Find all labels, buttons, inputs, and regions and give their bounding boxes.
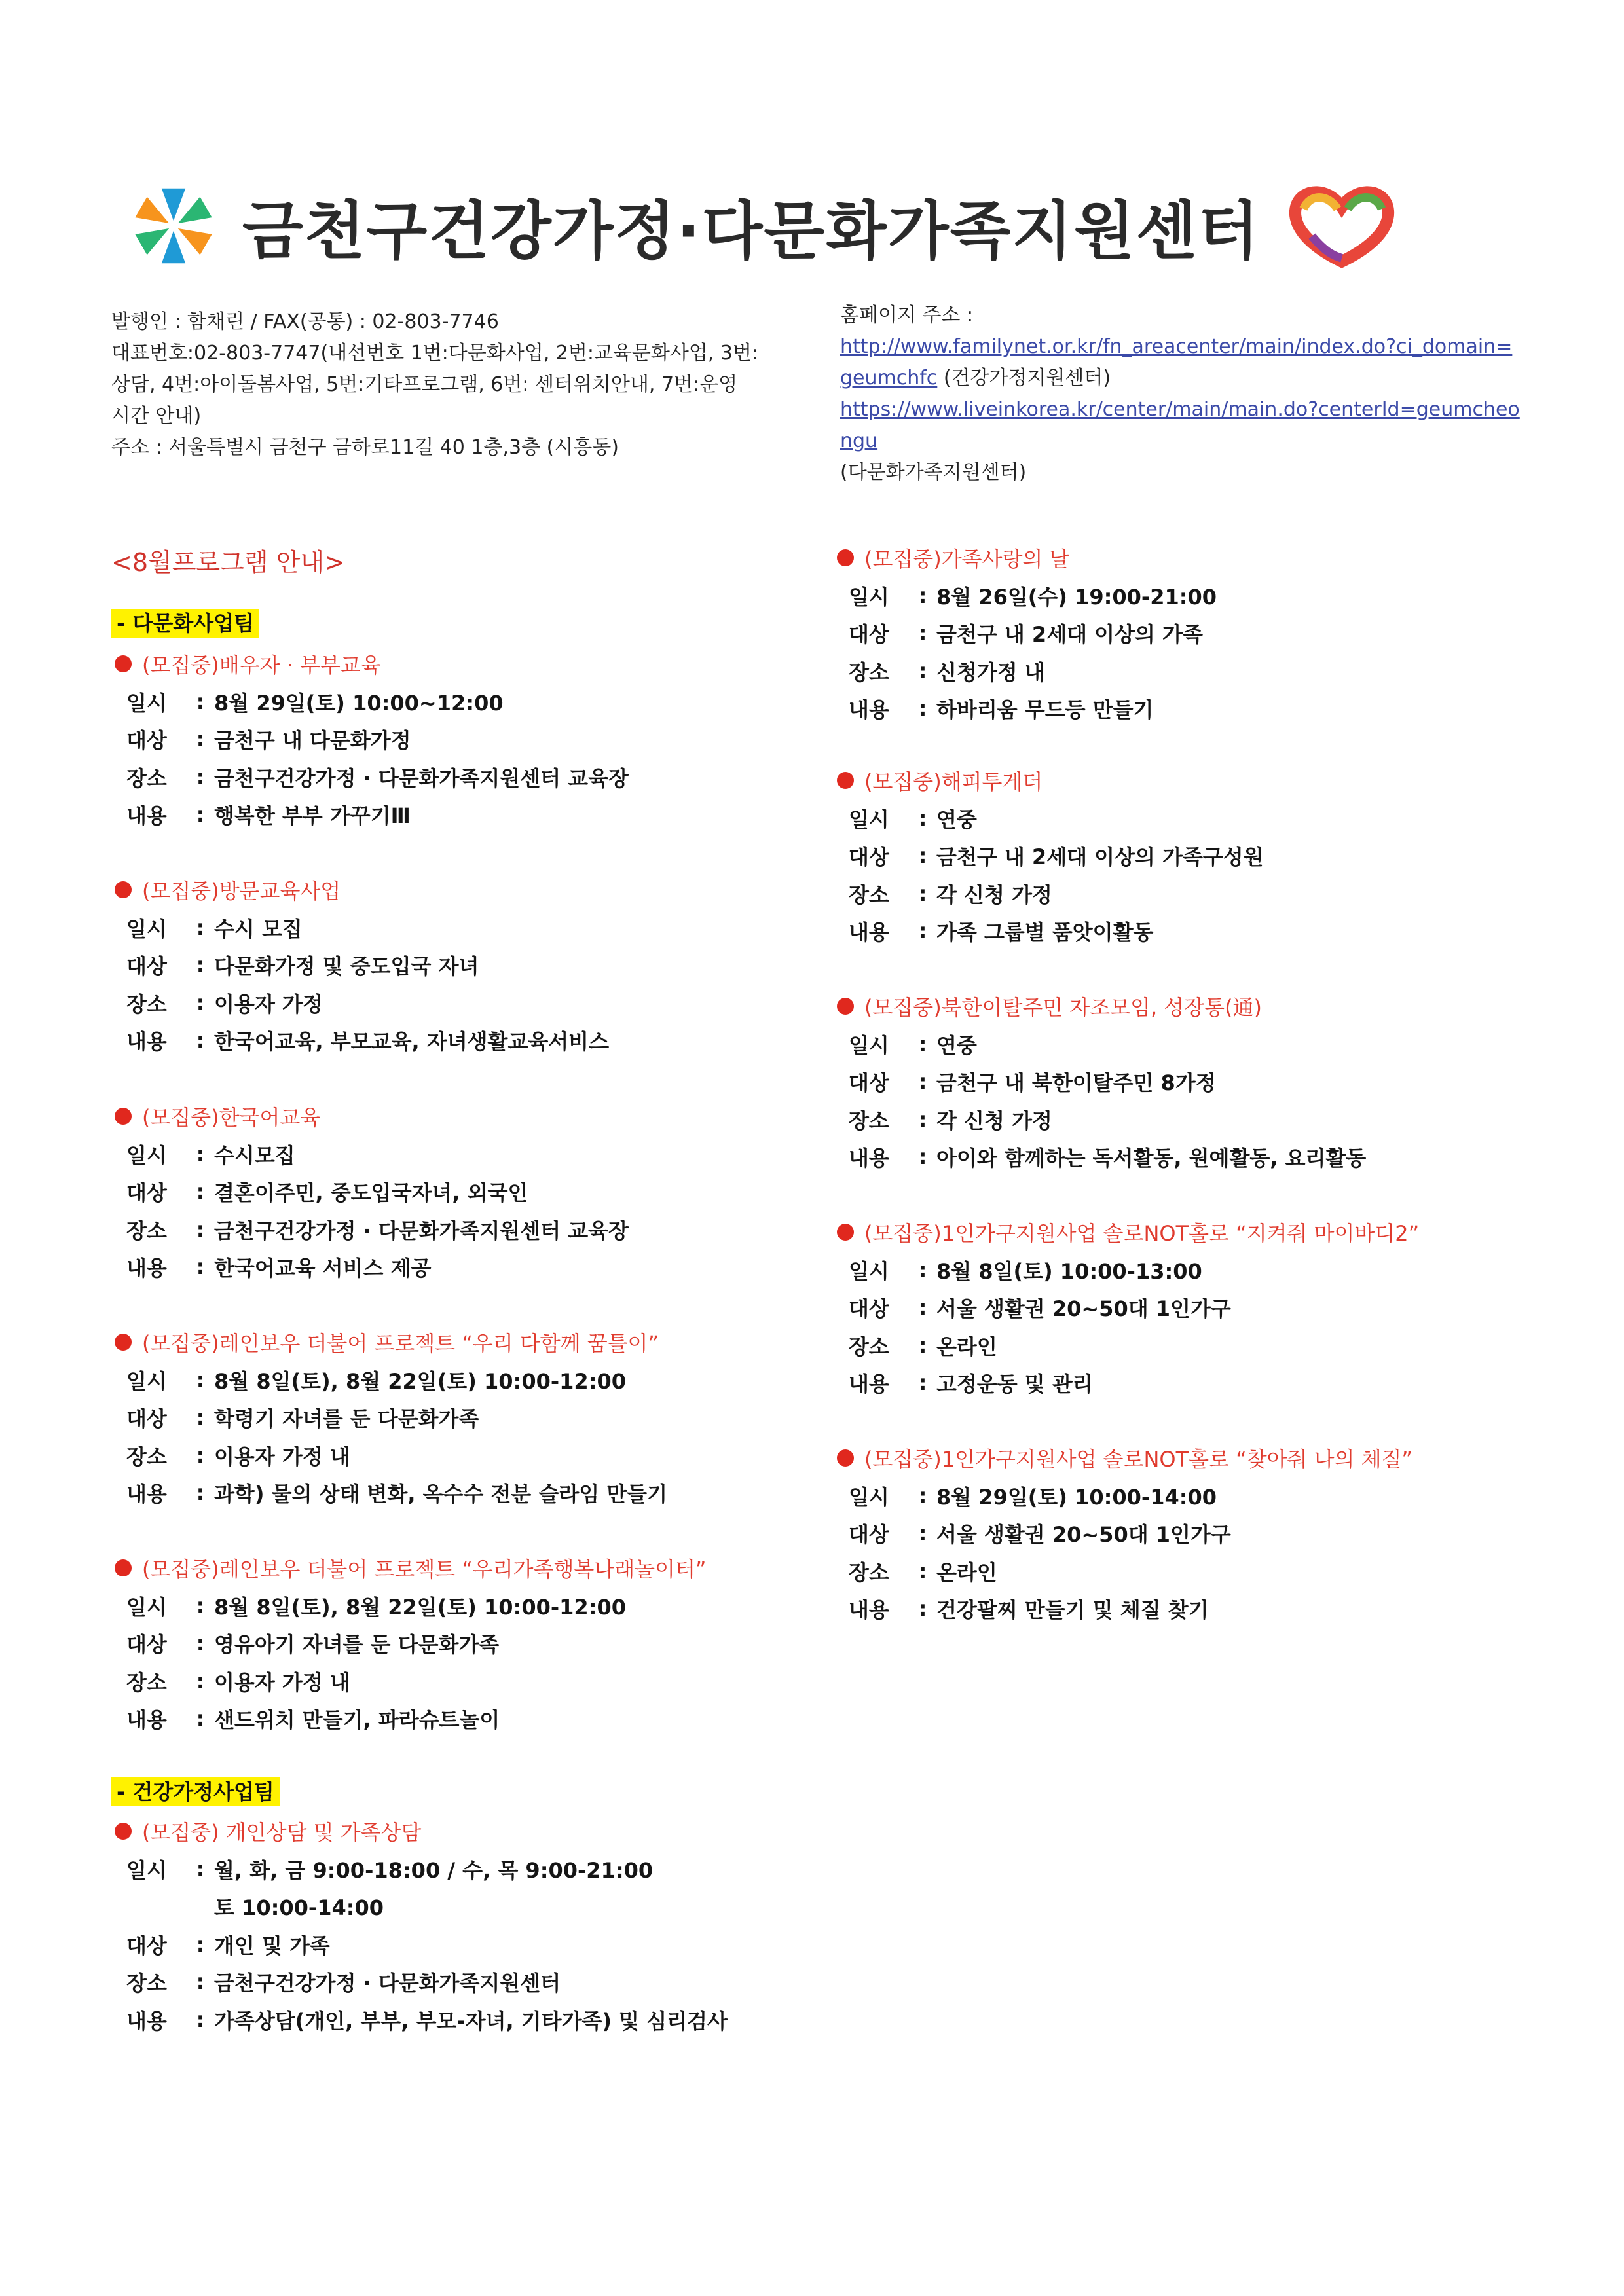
program-content-row: 내용 : 한국어교육, 부모교육, 자녀생활교육서비스 (126, 1028, 610, 1055)
program-title: (모집중)방문교육사업 (115, 871, 809, 909)
program-target-row: 대상 : 금천구 내 2세대 이상의 가족구성원 (849, 843, 1264, 870)
program-card (837, 987, 1531, 1176)
phone-line-cont: 상담, 4번:아이돌봄사업, 5번:기타프로그램, 6번: 센터위치안내, 7번:운영 (111, 373, 738, 396)
program-place-row: 장소 : 온라인 (849, 1332, 997, 1359)
address-line: 주소 : 서울특별시 금천구 금하로11길 40 1층,3층 (시흥동) (111, 436, 619, 459)
center-logo-icon (131, 183, 216, 268)
family-center-note: (건강가정지원센터) (937, 367, 1111, 390)
program-date-row: 일시 : 연중 (849, 805, 977, 832)
program-target-row: 대상 : 서울 생활권 20~50대 1인가구 (849, 1295, 1231, 1322)
bullet-icon (837, 549, 854, 566)
section-title: <8월프로그램 안내> (111, 548, 345, 577)
program-card (115, 1549, 809, 1738)
program-card (837, 1439, 1531, 1628)
bullet-icon (837, 772, 854, 789)
program-card (115, 1812, 809, 2039)
program-target-row: 대상 : 학령기 자녀를 둔 다문화가족 (126, 1405, 479, 1432)
multicultural-center-link[interactable]: https://www.liveinkorea.kr/center/main/main.do?centerId=geumcheo (840, 398, 1520, 421)
program-date-row-cont: 토 10:00-14:00 (214, 1895, 384, 1921)
program-title: (모집중)1인가구지원사업 솔로NOT홀로 “찾아줘 나의 체질” (837, 1439, 1531, 1477)
program-target-row: 대상 : 개인 및 가족 (126, 1931, 330, 1958)
program-date-row: 일시 : 8월 29일(토) 10:00~12:00 (126, 689, 504, 716)
bullet-icon (115, 1559, 132, 1576)
program-place-row: 장소 : 금천구건강가정 · 다문화가족지원센터 교육장 (126, 764, 629, 791)
program-content-row: 내용 : 건강팔찌 만들기 및 체질 찾기 (849, 1596, 1209, 1623)
program-title: (모집중)레인보우 더불어 프로젝트 “우리 다함께 꿈틀이” (115, 1323, 809, 1361)
program-date-row: 일시 : 수시 모집 (126, 915, 303, 941)
program-date-row: 일시 : 8월 26일(수) 19:00-21:00 (849, 583, 1217, 610)
program-place-row: 장소 : 이용자 가정 내 (126, 1442, 350, 1469)
program-date-row: 일시 : 월, 화, 금 9:00-18:00 / 수, 목 9:00-21:00 (126, 1856, 654, 1883)
bullet-icon (837, 1449, 854, 1467)
program-card (837, 761, 1531, 950)
program-date-row: 일시 : 8월 29일(토) 10:00-14:00 (849, 1483, 1217, 1510)
program-place-row: 장소 : 온라인 (849, 1558, 997, 1585)
program-title: (모집중)해피투게더 (837, 761, 1531, 799)
program-card (115, 1097, 809, 1286)
publisher-line: 발행인 : 함채린 / FAX(공통) : 02-803-7746 (111, 310, 499, 333)
multicultural-center-note: (다문화가족지원센터) (840, 461, 1027, 484)
program-date-row: 일시 : 8월 8일(토) 10:00-13:00 (849, 1257, 1202, 1284)
bullet-icon (115, 881, 132, 898)
program-date-row: 일시 : 8월 8일(토), 8월 22일(토) 10:00-12:00 (126, 1593, 627, 1620)
program-content-row: 내용 : 가족 그룹별 품앗이활동 (849, 919, 1154, 945)
program-date-row: 일시 : 연중 (849, 1031, 977, 1058)
phone-line-cont2: 시간 안내) (111, 405, 202, 428)
bullet-icon (837, 998, 854, 1015)
program-place-row: 장소 : 이용자 가정 (126, 990, 323, 1017)
bullet-icon (837, 1224, 854, 1241)
program-title: (모집중)한국어교육 (115, 1097, 809, 1135)
program-place-row: 장소 : 이용자 가정 내 (126, 1668, 350, 1695)
bullet-icon (115, 655, 132, 672)
program-title: (모집중)1인가구지원사업 솔로NOT홀로 “지켜줘 마이바디2” (837, 1213, 1531, 1251)
program-place-row: 장소 : 금천구건강가정 · 다문화가족지원센터 (126, 1969, 561, 1996)
program-place-row: 장소 : 금천구건강가정 · 다문화가족지원센터 교육장 (126, 1216, 629, 1243)
program-content-row: 내용 : 행복한 부부 가꾸기Ⅲ (126, 802, 411, 829)
program-content-row: 내용 : 가족상담(개인, 부부, 부모-자녀, 기타가족) 및 심리검사 (126, 2007, 728, 2033)
program-content-row: 내용 : 한국어교육 서비스 제공 (126, 1254, 432, 1281)
team-label-healthy-family: - 건강가정사업팀 (111, 1777, 280, 1806)
program-title: (모집중)북한이탈주민 자조모임, 성장통(通) (837, 987, 1531, 1025)
homepage-info (840, 300, 1534, 488)
program-place-row: 장소 : 각 신청 가정 (849, 881, 1052, 907)
program-place-row: 장소 : 신청가정 내 (849, 658, 1045, 685)
program-target-row: 대상 : 서울 생활권 20~50대 1인가구 (849, 1521, 1231, 1548)
program-date-row: 일시 : 8월 8일(토), 8월 22일(토) 10:00-12:00 (126, 1367, 627, 1394)
program-date-row: 일시 : 수시모집 (126, 1141, 295, 1168)
program-target-row: 대상 : 금천구 내 다문화가정 (126, 727, 411, 754)
program-card (115, 645, 809, 833)
program-title: (모집중)가족사랑의 날 (837, 539, 1531, 577)
program-content-row: 내용 : 샌드위치 만들기, 파라슈트놀이 (126, 1706, 500, 1733)
program-content-row: 내용 : 아이와 함께하는 독서활동, 원예활동, 요리활동 (849, 1144, 1367, 1171)
bullet-icon (115, 1108, 132, 1125)
program-card (115, 1323, 809, 1512)
program-title: (모집중)레인보우 더불어 프로젝트 “우리가족행복나래놀이터” (115, 1549, 809, 1587)
publisher-info (111, 306, 805, 464)
bullet-icon (115, 1334, 132, 1351)
program-content-row: 내용 : 고정운동 및 관리 (849, 1370, 1093, 1397)
program-content-row: 내용 : 과학) 물의 상태 변화, 옥수수 전분 슬라임 만들기 (126, 1480, 668, 1507)
multicultural-center-link-cont[interactable]: ngu (840, 429, 878, 452)
program-card (115, 871, 809, 1059)
program-target-row: 대상 : 금천구 내 북한이탈주민 8가정 (849, 1069, 1216, 1096)
program-card (837, 539, 1531, 727)
program-target-row: 대상 : 결혼이주민, 중도입국자녀, 외국인 (126, 1179, 528, 1206)
program-target-row: 대상 : 금천구 내 2세대 이상의 가족 (849, 621, 1203, 647)
family-center-link-cont[interactable]: geumchfc (840, 367, 938, 390)
document-header (131, 177, 1500, 275)
program-place-row: 장소 : 각 신청 가정 (849, 1106, 1052, 1133)
program-target-row: 대상 : 다문화가정 및 중도입국 자녀 (126, 953, 479, 979)
homepage-label: 홈페이지 주소 : (840, 304, 974, 327)
team-label-multicultural: - 다문화사업팀 (111, 609, 259, 638)
multicultural-heart-logo-icon (1286, 183, 1397, 268)
program-title: (모집중) 개인상담 및 가족상담 (115, 1812, 809, 1850)
page-title: 금천구건강가정·다문화가족지원센터 (242, 194, 1261, 268)
phone-line: 대표번호:02-803-7747(내선번호 1번:다문화사업, 2번:교육문화사업, 3번: (111, 342, 759, 365)
bullet-icon (115, 1823, 132, 1840)
program-title: (모집중)배우자 · 부부교육 (115, 645, 809, 683)
program-content-row: 내용 : 하바리움 무드등 만들기 (849, 696, 1154, 723)
program-target-row: 대상 : 영유아기 자녀를 둔 다문화가족 (126, 1631, 500, 1658)
family-center-link[interactable]: http://www.familynet.or.kr/fn_areacenter/main/index.do?ci_domain= (840, 335, 1513, 358)
program-card (837, 1213, 1531, 1402)
